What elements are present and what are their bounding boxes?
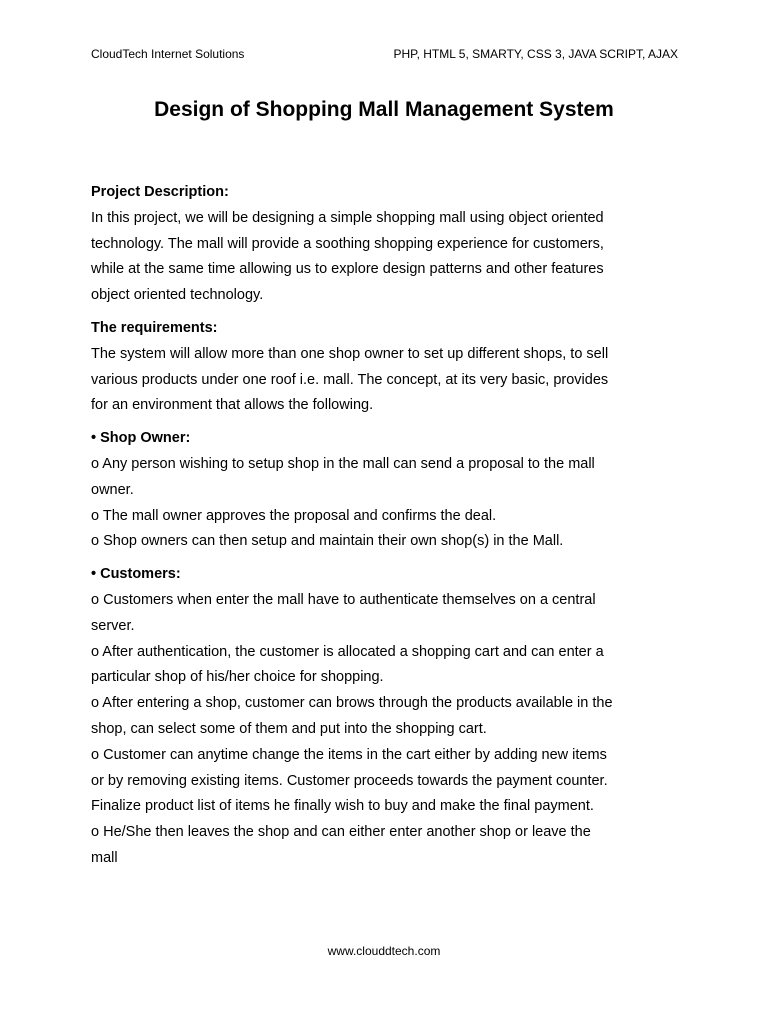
list-item-line: o He/She then leaves the shop and can either enter another shop or leave the bbox=[91, 824, 591, 841]
list-item-line: o After entering a shop, customer can brows through the products available in the bbox=[91, 695, 613, 712]
list-item-line: o Customer can anytime change the items in the cart either by adding new items bbox=[91, 746, 607, 763]
section-project-description bbox=[91, 180, 681, 309]
list-item-line: o Customers when enter the mall have to authenticate themselves on a central bbox=[91, 591, 596, 608]
list-item-line: shop, can select some of them and put into the shopping cart. bbox=[91, 720, 487, 737]
document-title: Design of Shopping Mall Management System bbox=[154, 98, 614, 121]
paragraph-line: technology. The mall will provide a soothing shopping experience for customers, bbox=[91, 235, 604, 252]
list-item-line: owner. bbox=[91, 481, 134, 498]
section-shop-owner bbox=[91, 426, 681, 555]
paragraph-line: In this project, we will be designing a simple shopping mall using object oriented bbox=[91, 209, 604, 226]
section-heading: Project Description: bbox=[91, 184, 229, 200]
list-item-line: particular shop of his/her choice for shopping. bbox=[91, 669, 384, 686]
paragraph-line: object oriented technology. bbox=[91, 287, 264, 304]
header-company: CloudTech Internet Solutions bbox=[91, 47, 245, 61]
paragraph-line: while at the same time allowing us to explore design patterns and other features bbox=[91, 261, 604, 278]
section-customers bbox=[91, 562, 681, 872]
document-body bbox=[91, 180, 681, 879]
list-item-line: o After authentication, the customer is allocated a shopping cart and can enter a bbox=[91, 643, 604, 660]
paragraph-line: various products under one roof i.e. mall. The concept, at its very basic, provides bbox=[91, 371, 609, 388]
list-item-line: mall bbox=[91, 849, 118, 866]
bullet-heading: • Shop Owner: bbox=[91, 430, 191, 447]
paragraph-line: The system will allow more than one shop owner to set up different shops, to sell bbox=[91, 345, 609, 362]
list-item-line: o The mall owner approves the proposal and confirms the deal. bbox=[91, 507, 497, 524]
section-requirements bbox=[91, 316, 681, 419]
header-technologies: PHP, HTML 5, SMARTY, CSS 3, JAVA SCRIPT, AJAX bbox=[393, 47, 678, 61]
list-item-line: o Shop owners can then setup and maintain their own shop(s) in the Mall. bbox=[91, 533, 564, 550]
list-item-line: Finalize product list of items he finally wish to buy and make the final payment. bbox=[91, 798, 594, 815]
footer-website: www.clouddtech.com bbox=[327, 944, 441, 958]
list-item-line: server. bbox=[91, 617, 135, 634]
section-heading: The requirements: bbox=[91, 319, 218, 336]
paragraph-line: for an environment that allows the following. bbox=[91, 397, 374, 414]
list-item-line: o Any person wishing to setup shop in the mall can send a proposal to the mall bbox=[91, 455, 595, 472]
list-item-line: or by removing existing items. Customer proceeds towards the payment counter. bbox=[91, 772, 608, 789]
bullet-heading: • Customers: bbox=[91, 566, 181, 583]
